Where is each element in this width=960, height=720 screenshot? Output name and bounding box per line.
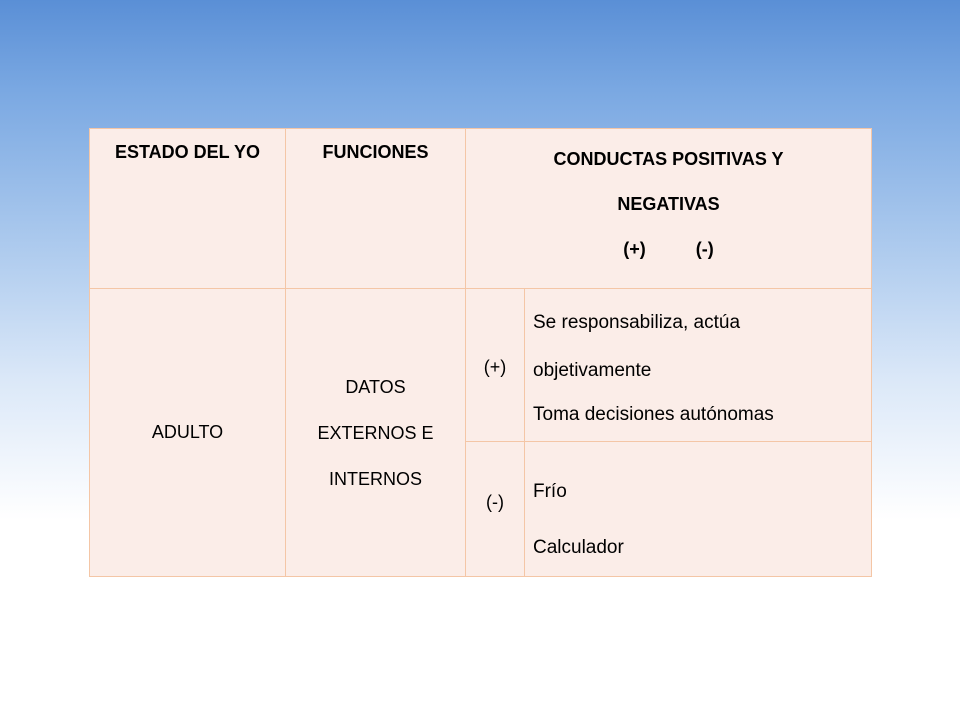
header-conductas [466,129,872,289]
positive-sign: (+) [483,357,507,377]
ego-state-table [89,128,872,577]
header-estado-del-yo: ESTADO DEL YO [90,129,286,289]
header-sign-row [466,227,871,272]
positive-behavior-3: Toma decisiones autónomas [533,404,774,425]
header-positive-sign: (+) [623,239,646,259]
funciones-line-1: DATOS [345,376,406,397]
negative-behaviors-cell [525,442,872,577]
header-negative-sign: (-) [695,239,714,259]
funciones-line-3: INTERNOS [328,468,422,489]
funciones-line-2: EXTERNOS E [317,422,434,443]
table-header-row [90,129,872,289]
positive-sign-cell [466,289,525,442]
negative-sign: (-) [486,492,504,512]
positive-behavior-2: objetivamente [533,360,652,381]
funciones-cell [286,289,466,577]
header-conductas-line1: CONDUCTAS POSITIVAS Y [553,149,784,169]
negative-sign-cell [466,442,525,577]
estado-value: ADULTO [151,422,224,442]
negative-behavior-2: Calculador [533,537,624,558]
header-conductas-line2: NEGATIVAS [617,194,720,214]
positive-behavior-1: Se responsabiliza, actúa [533,312,741,333]
table-row-positive [90,289,872,442]
estado-cell [90,289,286,577]
negative-behavior-1: Frío [533,481,567,502]
positive-behaviors-cell [525,289,872,442]
header-funciones: FUNCIONES [286,129,466,289]
